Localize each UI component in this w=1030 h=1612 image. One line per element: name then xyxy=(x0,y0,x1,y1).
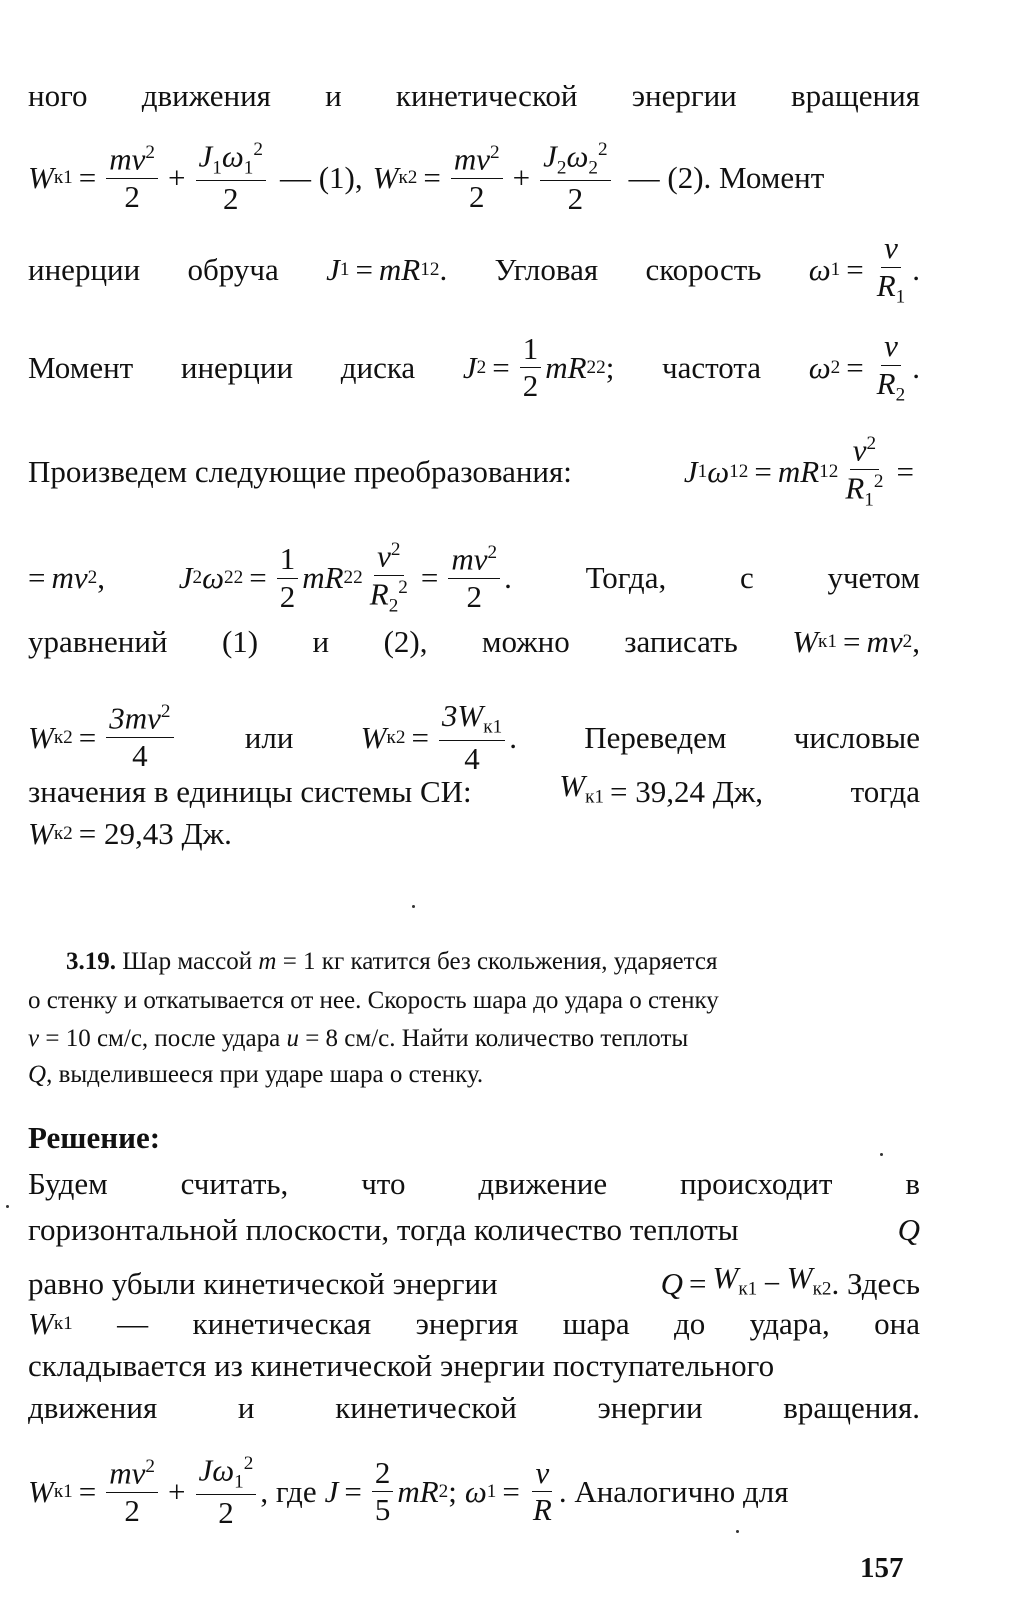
word: удара, xyxy=(749,1306,830,1341)
formula-j2: J 2 = $\frac{1}{2}$ mR 2 2 ; xyxy=(462,330,615,404)
formula-omega2: ω 2 = $\frac{v}{R_2}$ . xyxy=(808,328,920,406)
formula-transform-1: J 1 ω 1 2 = mR 1 2 $\frac{v^2}{R_1^2}$ = xyxy=(683,432,914,511)
solution-heading: Решение: xyxy=(28,1120,161,1155)
symbol-wk1: W к1 xyxy=(28,1306,73,1341)
value-wk1: $W_{к1}$ = 39,24 Дж, xyxy=(559,768,764,809)
word: Тогда, xyxy=(585,560,667,596)
word: движения xyxy=(141,78,271,113)
fraction: $\frac{J_1\omega_1^2}{2}$ xyxy=(196,140,266,216)
solution-line-2 xyxy=(28,1210,920,1250)
formula-wk1-result: W к1 = mv 2 , xyxy=(792,624,920,659)
word: в xyxy=(905,1166,920,1201)
fraction: $\frac{J_2\omega_2^2}{2}$ xyxy=(540,140,610,216)
formula-omega1: ω 1 = $\frac{v}{R_1}$ . xyxy=(808,230,920,308)
word: вращения. xyxy=(783,1390,920,1425)
formula-wk2-result: W к2 = $\frac{3mv^2}{4}$ xyxy=(28,702,178,773)
word: Угловая xyxy=(494,251,599,287)
fraction: $\frac{mv^2}{2}$ xyxy=(451,143,503,214)
word: уравнений xyxy=(28,624,168,659)
word: энергии xyxy=(631,78,737,113)
text: горизонтальной плоскости, тогда количество теплоты xyxy=(28,1212,739,1247)
word: Момент xyxy=(28,349,134,385)
text: , где xyxy=(260,1473,317,1509)
problem-text: о стенку и откатывается от нее. Скорость шара до удара о стенку xyxy=(28,987,719,1014)
word: с xyxy=(739,560,754,596)
value-wk2: = 29,43 Дж. xyxy=(78,816,232,851)
word: она xyxy=(874,1306,920,1341)
solution-line-6 xyxy=(28,1388,920,1428)
word: скорость xyxy=(645,251,762,287)
word: Переведем xyxy=(584,719,727,755)
word: энергия xyxy=(415,1306,519,1341)
problem-text: = 1 кг катится без скольжения, ударяется xyxy=(282,948,718,975)
text: равно убыли кинетической энергии xyxy=(28,1265,498,1301)
formula-wk1-ball: W к1 = $\frac{mv^2}{2}$ + $\frac{J\omega_1^2}{2}$ xyxy=(28,1454,260,1530)
formula-mv2: = mv 2 , xyxy=(28,560,105,596)
word: и xyxy=(325,78,342,113)
solution-line-4 xyxy=(28,1304,920,1344)
word: движение xyxy=(478,1166,608,1201)
text: значения в единицы системы СИ: xyxy=(28,773,472,809)
word: вращения xyxy=(790,78,920,113)
text-line-6 xyxy=(28,540,920,617)
text: складывается из кинетической энергии поступательного xyxy=(28,1348,775,1383)
word: энергии xyxy=(597,1390,703,1425)
scan-speck xyxy=(412,905,415,908)
problem-line-4: Q , выделившееся при ударе шара о стенку. xyxy=(28,1058,920,1092)
formula-q: Q = $W_{к1}$ − $W_{к2}$ . Здесь xyxy=(660,1260,920,1301)
fraction: $\frac{mv^2}{2}$ xyxy=(106,143,158,214)
page-number: 157 xyxy=(860,1552,904,1584)
symbol-q: Q xyxy=(897,1212,920,1247)
word: (2), xyxy=(383,624,428,659)
word: и xyxy=(312,624,330,659)
text-line-9 xyxy=(28,766,920,818)
problem-text: = 10 см/с, после удара xyxy=(45,1025,281,1052)
text-line-1 xyxy=(28,76,920,116)
text-line-3 xyxy=(28,232,920,307)
word: кинетической xyxy=(395,78,578,113)
problem-text: = 8 см/с. Найти количество теплоты xyxy=(305,1025,689,1052)
problem-line-2 xyxy=(28,984,920,1018)
word: считать, xyxy=(180,1166,289,1201)
formula-wk2: W к2 xyxy=(372,159,418,195)
problem-number: 3.19. xyxy=(66,948,116,975)
word: частота xyxy=(662,349,762,385)
scan-speck xyxy=(6,1205,9,1208)
word: числовые xyxy=(793,719,920,755)
text: . Аналогично для xyxy=(558,1473,789,1509)
word: Будем xyxy=(28,1166,108,1201)
solution-line-7 xyxy=(28,1454,920,1530)
word: можно xyxy=(481,624,570,659)
text-line-10: W к2 = 29,43 Дж. xyxy=(28,814,920,854)
word: записать xyxy=(624,624,738,659)
text-line-7 xyxy=(28,622,920,662)
word: ного xyxy=(28,78,88,113)
equation-label-1: — (1), xyxy=(279,159,363,195)
word: диска xyxy=(340,349,416,385)
word: учетом xyxy=(827,560,920,596)
word: происходит xyxy=(680,1166,833,1201)
formula-wk2-via-wk1: W к2 = $\frac{3W_{к1}}{4}$ . xyxy=(360,698,517,776)
scan-speck xyxy=(736,1530,739,1533)
word: — xyxy=(117,1306,149,1341)
solution-line-3 xyxy=(28,1258,920,1310)
text: Произведем следующие преобразования: xyxy=(28,454,572,490)
problem-text: Шар массой xyxy=(122,948,253,975)
word: и xyxy=(237,1390,255,1425)
formula-j1: J 1 = mR 1 2 . xyxy=(326,251,448,287)
solution-line-5 xyxy=(28,1346,920,1386)
text-line-5 xyxy=(28,434,920,511)
scan-speck xyxy=(880,1153,883,1156)
problem-text: , выделившееся при ударе шара о стенку. xyxy=(46,1061,484,1088)
solution-line-1 xyxy=(28,1164,920,1204)
problem-line-3: v = 10 см/с, после удара u = 8 см/с. Найти количество теплоты xyxy=(28,1022,920,1056)
word: (1) xyxy=(221,624,259,659)
problem-line-1: 3.19. Шар массой m = 1 кг катится без скольжения, ударяется xyxy=(66,945,920,979)
word: шара xyxy=(562,1306,630,1341)
word: или xyxy=(244,719,294,755)
formula-j-ball: J = $\frac{2}{5}$ mR 2 xyxy=(324,1454,449,1528)
word: инерции xyxy=(28,251,141,287)
formula-line-2: W к1 = $\frac{mv^2}{2}$ + $\frac{J_1\omega_1^2}{2}$ — (1), W к2 = $\frac{mv^2}{2}$ + $\frac{J_2\omega_2^2}{2}$ — (2). Момент xyxy=(28,138,825,217)
formula-transform-2: J 2 ω 2 2 = $\frac{1}{2}$ mR 2 2 $\frac{v^2}{R_2^2}$ = $\frac{mv^2}{2}$ . xyxy=(178,538,512,617)
word: кинетической xyxy=(335,1390,517,1425)
word: кинетическая xyxy=(192,1306,372,1341)
word: инерции xyxy=(180,349,294,385)
word: тогда xyxy=(850,773,920,809)
text-line-8 xyxy=(28,700,920,775)
word: до xyxy=(673,1306,706,1341)
word: обруча xyxy=(187,251,279,287)
formula-wk1: W к1 xyxy=(28,159,73,195)
formula-omega-ball: ω 1 = $\frac{v}{R}$ xyxy=(464,1454,552,1528)
text: ; xyxy=(448,1473,457,1509)
text-line-4 xyxy=(28,330,920,405)
word: что xyxy=(361,1166,406,1201)
equation-label-2: — (2). Момент xyxy=(628,159,825,195)
word: движения xyxy=(28,1390,158,1425)
